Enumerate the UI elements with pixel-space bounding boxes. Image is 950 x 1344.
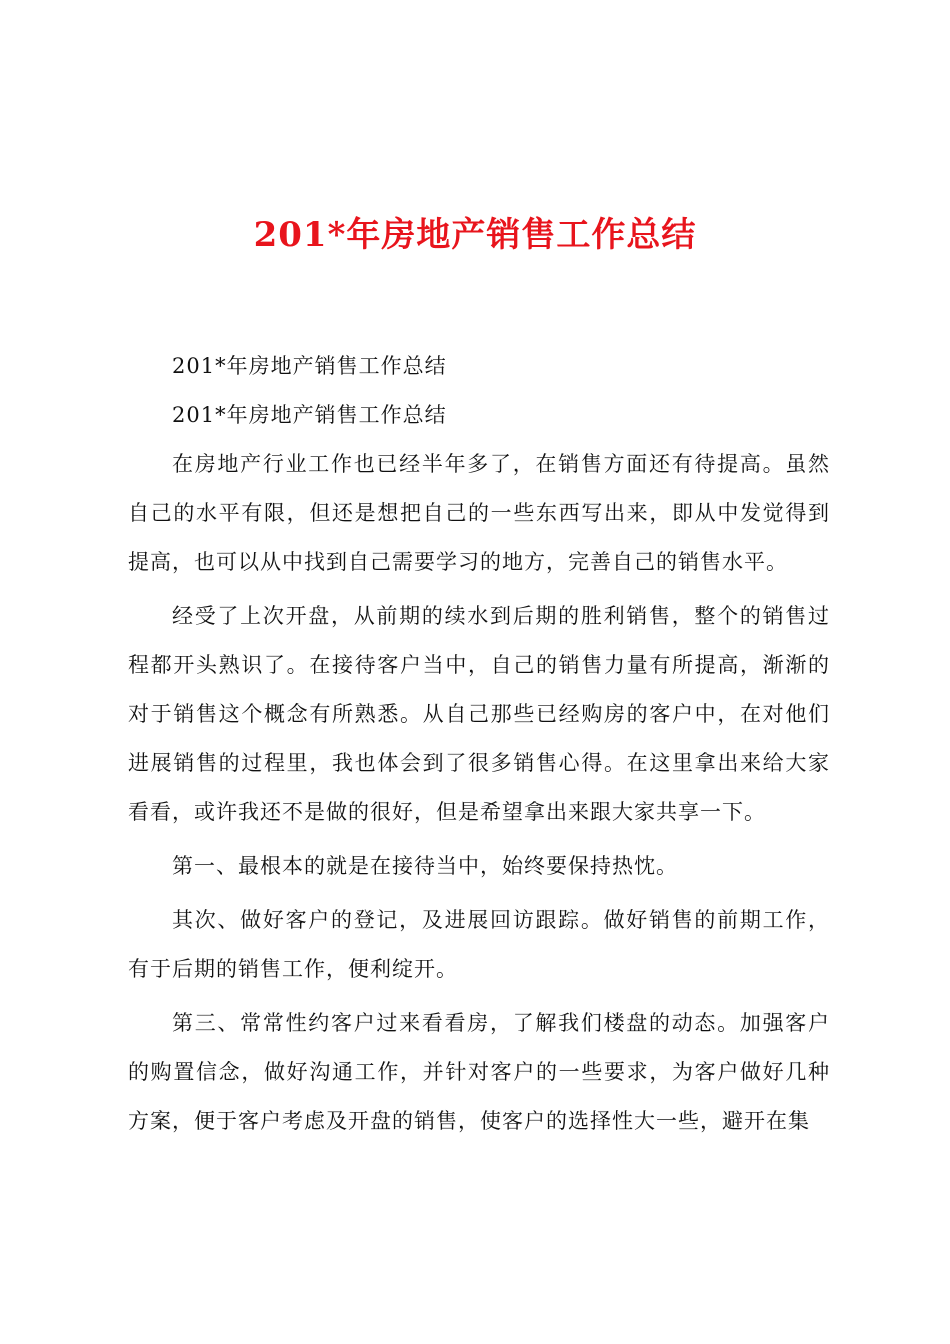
paragraph-point-1: 第一、最根本的就是在接待当中，始终要保持热忱。 (172, 854, 678, 878)
paragraph-experience: 经受了上次开盘，从前期的续水到后期的胜利销售，整个的销售过程都开头熟识了。在接待客户当中，自己的销售力量有所提高，渐渐的对于销售这个概念有所熟悉。从自己那些已经购房的客户中，在对他们进展销售的过程里，我也体会到了很多销售心得。在这里拿出来给大家看看，或许我还不是做的很好，但是希望拿出来跟大家共享一下。 (128, 604, 830, 824)
document-body (128, 342, 830, 1151)
document-title: 201*年房地产销售工作总结 (253, 215, 697, 255)
subheading-1: 201*年房地产销售工作总结 (172, 354, 447, 378)
paragraph-point-2: 其次、做好客户的登记，及进展回访跟踪。做好销售的前期工作，有于后期的销售工作，便利绽开。 (128, 908, 830, 981)
paragraph-point-3: 第三、常常性约客户过来看看房，了解我们楼盘的动态。加强客户的购置信念，做好沟通工作，并针对客户的一些要求，为客户做好几种方案，便于客户考虑及开盘的销售，使客户的选择性大一些，避开在集 (128, 1011, 830, 1133)
paragraph-intro: 在房地产行业工作也已经半年多了，在销售方面还有待提高。虽然自己的水平有限，但还是想把自己的一些东西写出来，即从中发觉得到提高，也可以从中找到自己需要学习的地方，完善自己的销售水平。 (128, 452, 830, 574)
subheading-2: 201*年房地产销售工作总结 (172, 403, 447, 427)
